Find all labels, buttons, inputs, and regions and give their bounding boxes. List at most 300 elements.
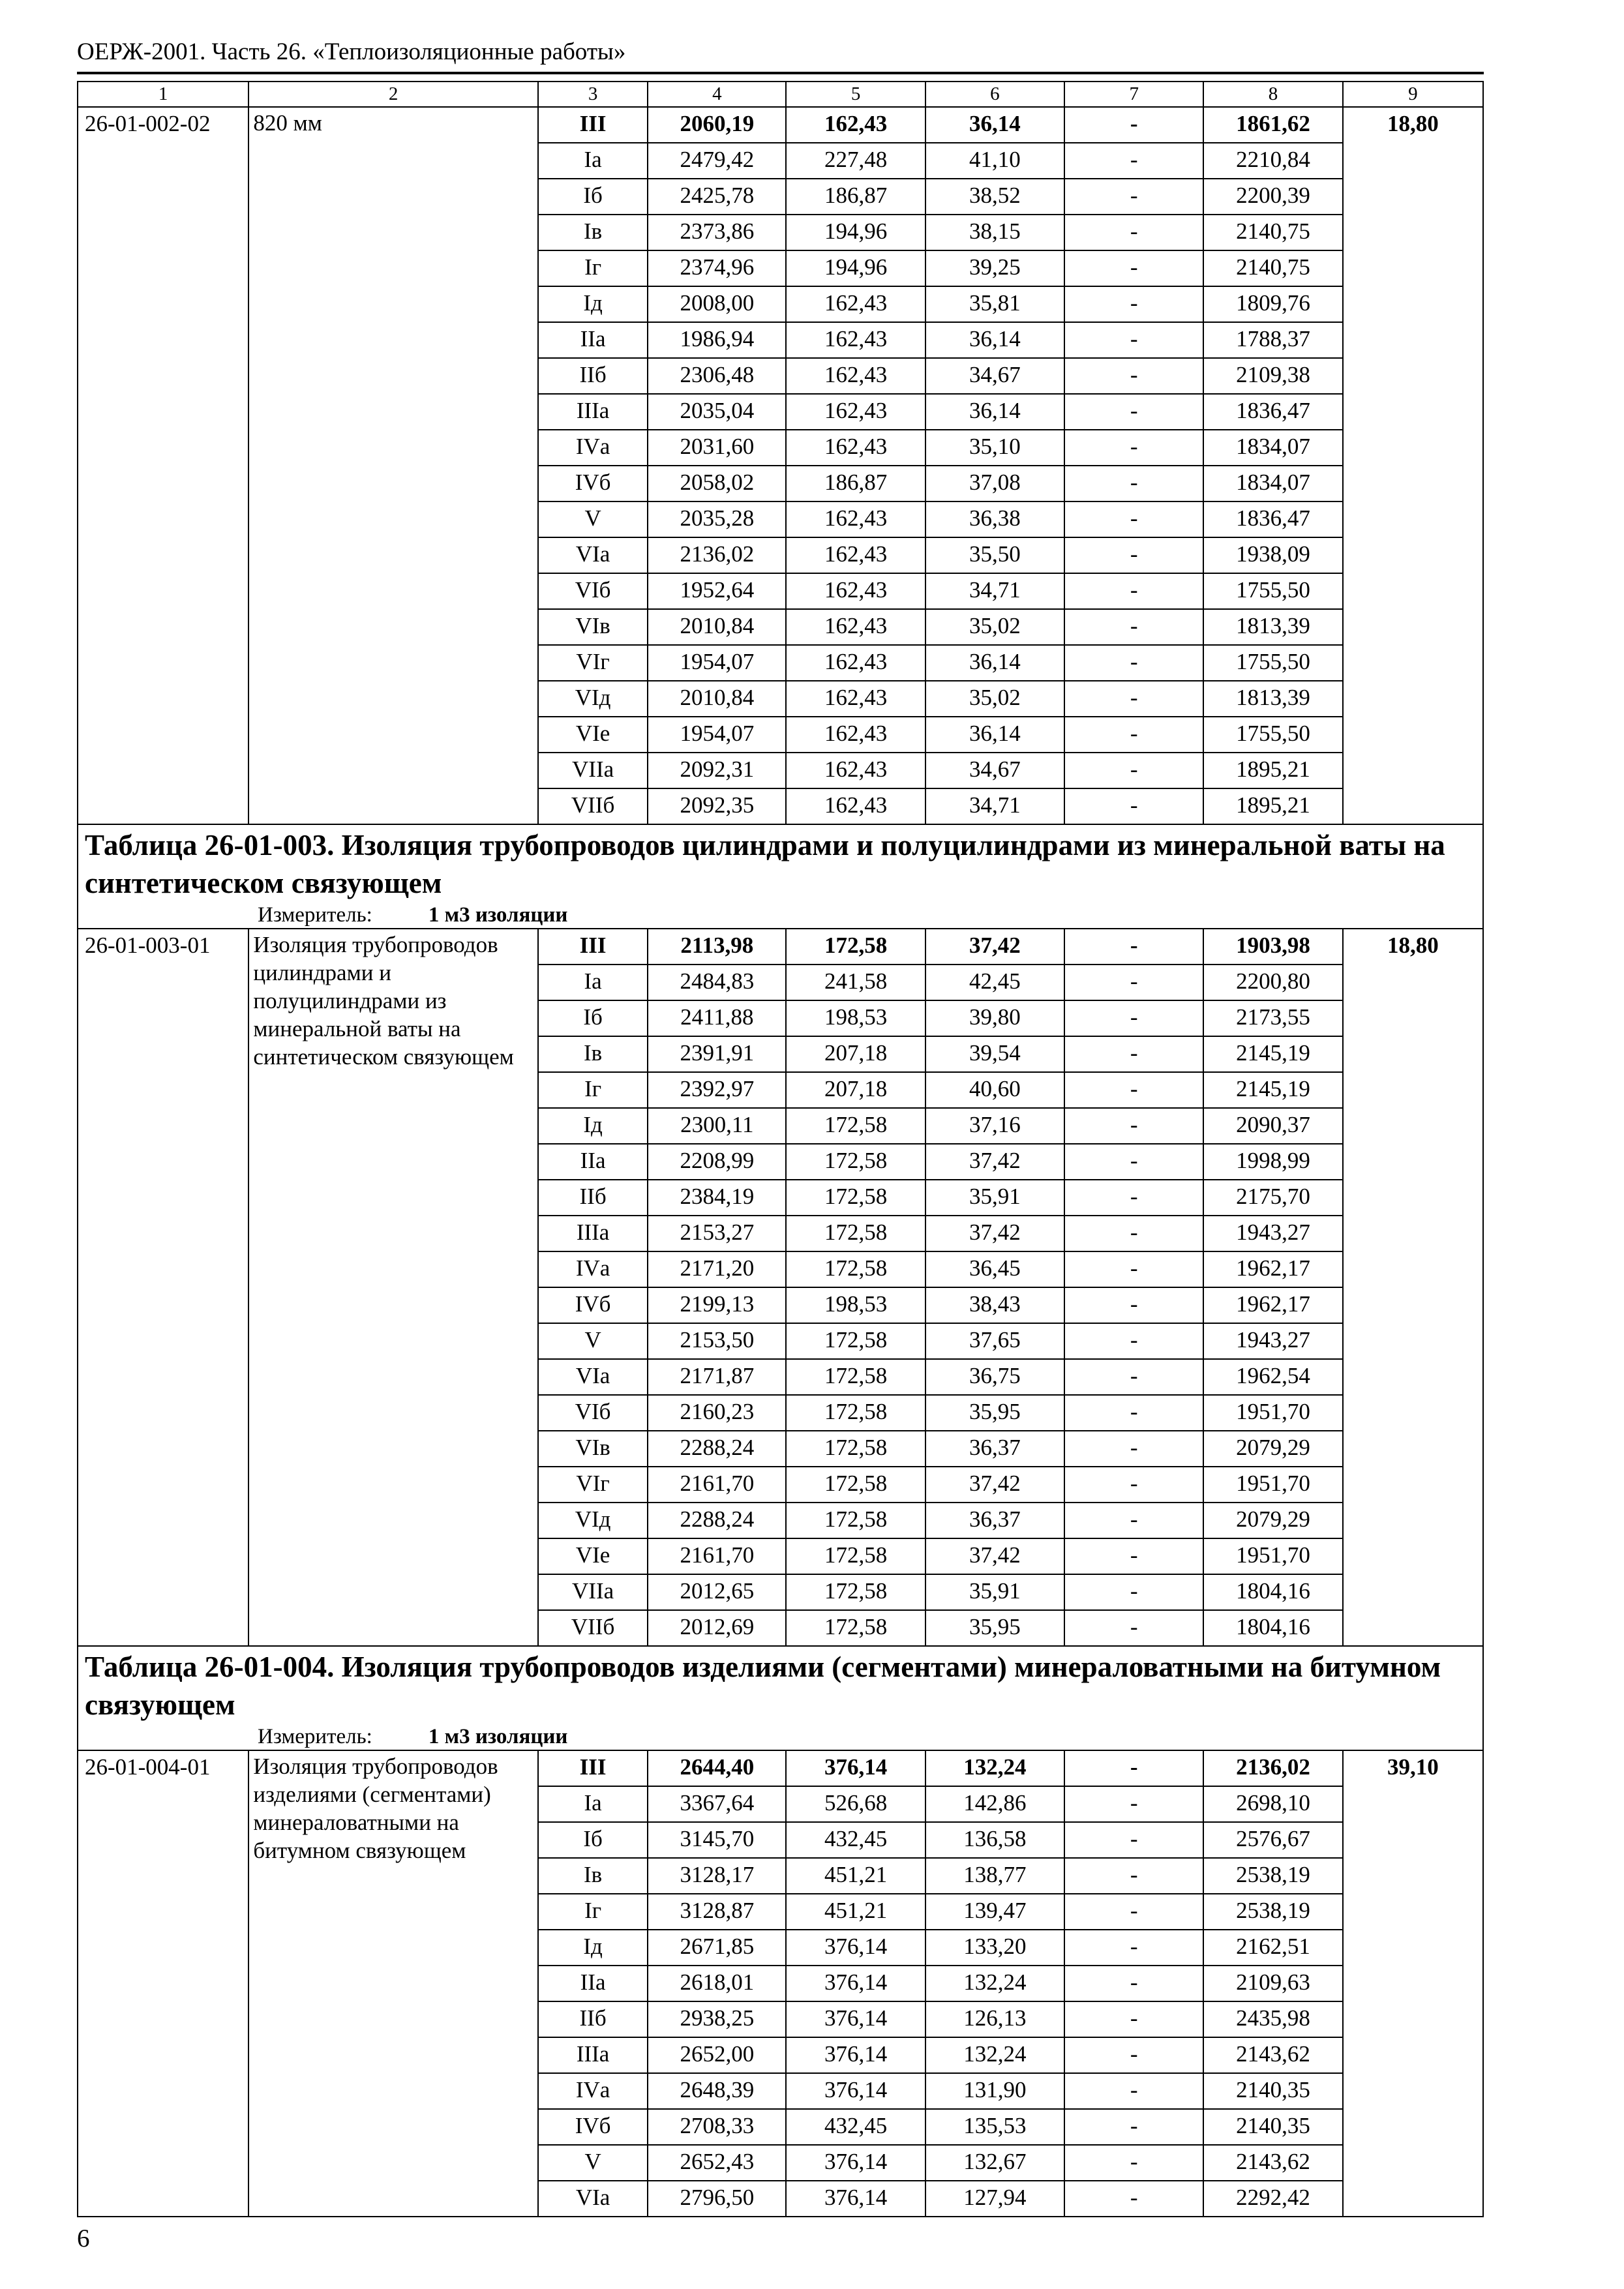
value-cell: 132,67 <box>925 2145 1064 2181</box>
value-cell: 3145,70 <box>648 1822 786 1858</box>
zone-cell: IVб <box>538 2109 648 2145</box>
page-number: 6 <box>77 2224 90 2252</box>
zone-cell: IVа <box>538 2073 648 2109</box>
value-cell: 40,60 <box>925 1072 1064 1108</box>
value-cell: 172,58 <box>786 1431 925 1467</box>
value-cell: 132,24 <box>925 2037 1064 2073</box>
table-body <box>78 82 1483 2217</box>
value-cell: 2171,20 <box>648 1251 786 1287</box>
value-cell: 139,47 <box>925 1894 1064 1930</box>
rate-code: 26-01-004-01 <box>78 1750 248 2217</box>
value-cell: 1895,21 <box>1203 788 1342 824</box>
zone-cell: IIа <box>538 1144 648 1180</box>
value-cell: 172,58 <box>786 1538 925 1574</box>
value-cell: - <box>1064 609 1203 645</box>
value-cell: 3128,87 <box>648 1894 786 1930</box>
value-cell: - <box>1064 1216 1203 1251</box>
zone-cell: Iг <box>538 1072 648 1108</box>
zone-cell: VIа <box>538 1359 648 1395</box>
value-cell: 2140,75 <box>1203 250 1342 286</box>
value-cell: 2145,19 <box>1203 1072 1342 1108</box>
unit-label: Измеритель: <box>258 903 372 927</box>
value-cell: 194,96 <box>786 215 925 250</box>
zone-cell: Iб <box>538 179 648 215</box>
value-cell: - <box>1064 1036 1203 1072</box>
value-cell: 2035,04 <box>648 394 786 430</box>
value-cell: 162,43 <box>786 501 925 537</box>
column-number: 3 <box>538 82 648 107</box>
value-cell: 186,87 <box>786 179 925 215</box>
value-cell: 2938,25 <box>648 2001 786 2037</box>
value-cell: 227,48 <box>786 143 925 179</box>
value-cell: 127,94 <box>925 2181 1064 2217</box>
section-header-row <box>78 1646 1483 1750</box>
value-cell: 1986,94 <box>648 322 786 358</box>
value-cell: 162,43 <box>786 788 925 824</box>
value-cell: 38,43 <box>925 1287 1064 1323</box>
value-cell: 172,58 <box>786 1216 925 1251</box>
value-cell: 1755,50 <box>1203 573 1342 609</box>
labor-cost: 18,80 <box>1343 929 1483 1646</box>
zone-cell: V <box>538 2145 648 2181</box>
value-cell: 2648,39 <box>648 2073 786 2109</box>
value-cell: 126,13 <box>925 2001 1064 2037</box>
value-cell: 1836,47 <box>1203 501 1342 537</box>
value-cell: 37,65 <box>925 1323 1064 1359</box>
value-cell: 162,43 <box>786 394 925 430</box>
zone-cell: IIIа <box>538 394 648 430</box>
value-cell: 2092,35 <box>648 788 786 824</box>
value-cell: 3128,17 <box>648 1858 786 1894</box>
value-cell: 39,54 <box>925 1036 1064 1072</box>
zone-cell: Iг <box>538 1894 648 1930</box>
value-cell: 37,16 <box>925 1108 1064 1144</box>
value-cell: 194,96 <box>786 250 925 286</box>
value-cell: 172,58 <box>786 1144 925 1180</box>
value-cell: 34,71 <box>925 788 1064 824</box>
value-cell: 36,14 <box>925 717 1064 753</box>
value-cell: 2411,88 <box>648 1000 786 1036</box>
value-cell: - <box>1064 2001 1203 2037</box>
value-cell: - <box>1064 788 1203 824</box>
rate-name: Изоляция трубопроводов изделиями (сегментами) минераловатными на битумном связующем <box>248 1750 538 2217</box>
value-cell: 2153,50 <box>648 1323 786 1359</box>
value-cell: 172,58 <box>786 1251 925 1287</box>
value-cell: 2060,19 <box>648 107 786 143</box>
zone-cell: Iг <box>538 250 648 286</box>
value-cell: 172,58 <box>786 1610 925 1646</box>
value-cell: 162,43 <box>786 107 925 143</box>
zone-cell: V <box>538 1323 648 1359</box>
value-cell: 2391,91 <box>648 1036 786 1072</box>
value-cell: - <box>1064 1822 1203 1858</box>
value-cell: - <box>1064 1574 1203 1610</box>
value-cell: - <box>1064 1395 1203 1431</box>
value-cell: - <box>1064 1431 1203 1467</box>
value-cell: 39,80 <box>925 1000 1064 1036</box>
value-cell: - <box>1064 1144 1203 1180</box>
value-cell: 2173,55 <box>1203 1000 1342 1036</box>
value-cell: 1951,70 <box>1203 1467 1342 1503</box>
value-cell: - <box>1064 107 1203 143</box>
value-cell: - <box>1064 2073 1203 2109</box>
value-cell: - <box>1064 1930 1203 1966</box>
zone-cell: IVа <box>538 430 648 466</box>
value-cell: 2079,29 <box>1203 1503 1342 1538</box>
zone-cell: Iб <box>538 1000 648 1036</box>
value-cell: 1943,27 <box>1203 1323 1342 1359</box>
table-row <box>78 929 1483 965</box>
rate-code: 26-01-002-02 <box>78 107 248 824</box>
value-cell: 138,77 <box>925 1858 1064 1894</box>
value-cell: - <box>1064 537 1203 573</box>
value-cell: 2384,19 <box>648 1180 786 1216</box>
value-cell: 2109,38 <box>1203 358 1342 394</box>
value-cell: - <box>1064 143 1203 179</box>
value-cell: 1951,70 <box>1203 1538 1342 1574</box>
value-cell: 2796,50 <box>648 2181 786 2217</box>
value-cell: 186,87 <box>786 466 925 501</box>
zone-cell: VIд <box>538 1503 648 1538</box>
value-cell: 172,58 <box>786 929 925 965</box>
value-cell: 376,14 <box>786 1966 925 2001</box>
value-cell: 2171,87 <box>648 1359 786 1395</box>
zone-cell: IVб <box>538 466 648 501</box>
value-cell: - <box>1064 1467 1203 1503</box>
value-cell: 2153,27 <box>648 1216 786 1251</box>
price-table <box>77 81 1484 2217</box>
zone-cell: Iв <box>538 1858 648 1894</box>
zone-cell: VIIа <box>538 1574 648 1610</box>
value-cell: - <box>1064 645 1203 681</box>
value-cell: 36,14 <box>925 394 1064 430</box>
value-cell: 2109,63 <box>1203 1966 1342 2001</box>
zone-cell: VIг <box>538 645 648 681</box>
value-cell: - <box>1064 179 1203 215</box>
value-cell: 432,45 <box>786 1822 925 1858</box>
value-cell: 376,14 <box>786 1750 925 1786</box>
zone-cell: IVа <box>538 1251 648 1287</box>
table-row <box>78 107 1483 143</box>
value-cell: 172,58 <box>786 1323 925 1359</box>
zone-cell: VIв <box>538 1431 648 1467</box>
value-cell: 1952,64 <box>648 573 786 609</box>
value-cell: 34,67 <box>925 753 1064 788</box>
value-cell: 1903,98 <box>1203 929 1342 965</box>
value-cell: 2199,13 <box>648 1287 786 1323</box>
value-cell: 1954,07 <box>648 717 786 753</box>
value-cell: 2576,67 <box>1203 1822 1342 1858</box>
value-cell: 162,43 <box>786 717 925 753</box>
value-cell: 2708,33 <box>648 2109 786 2145</box>
value-cell: 207,18 <box>786 1036 925 1072</box>
value-cell: 1951,70 <box>1203 1395 1342 1431</box>
value-cell: 376,14 <box>786 2181 925 2217</box>
zone-cell: V <box>538 501 648 537</box>
value-cell: 2208,99 <box>648 1144 786 1180</box>
value-cell: 2200,80 <box>1203 965 1342 1000</box>
value-cell: - <box>1064 394 1203 430</box>
value-cell: 1998,99 <box>1203 1144 1342 1180</box>
section-header <box>78 824 1483 929</box>
value-cell: 2306,48 <box>648 358 786 394</box>
unit-value: 1 м3 изоляции <box>428 1725 568 1748</box>
zone-cell: VIб <box>538 573 648 609</box>
column-number: 6 <box>925 82 1064 107</box>
zone-cell: VIв <box>538 609 648 645</box>
value-cell: 162,43 <box>786 537 925 573</box>
value-cell: - <box>1064 573 1203 609</box>
value-cell: - <box>1064 681 1203 717</box>
value-cell: 2162,51 <box>1203 1930 1342 1966</box>
value-cell: 142,86 <box>925 1786 1064 1822</box>
header-rule <box>77 72 1484 74</box>
value-cell: 172,58 <box>786 1359 925 1395</box>
column-number-row <box>78 82 1483 107</box>
value-cell: - <box>1064 1108 1203 1144</box>
value-cell: - <box>1064 358 1203 394</box>
value-cell: 2010,84 <box>648 609 786 645</box>
value-cell: 162,43 <box>786 645 925 681</box>
value-cell: 2425,78 <box>648 179 786 215</box>
value-cell: - <box>1064 2181 1203 2217</box>
value-cell: 2618,01 <box>648 1966 786 2001</box>
value-cell: 1834,07 <box>1203 466 1342 501</box>
value-cell: 2012,69 <box>648 1610 786 1646</box>
zone-cell: VIа <box>538 2181 648 2217</box>
zone-cell: Iв <box>538 1036 648 1072</box>
value-cell: 376,14 <box>786 2001 925 2037</box>
section-title: Таблица 26-01-003. Изоляция трубопроводов цилиндрами и полуцилиндрами из минеральной ваты на синтетическом связующем <box>85 829 1445 899</box>
value-cell: 207,18 <box>786 1072 925 1108</box>
value-cell: 1813,39 <box>1203 681 1342 717</box>
value-cell: 2140,35 <box>1203 2109 1342 2145</box>
value-cell: 451,21 <box>786 1894 925 1930</box>
value-cell: 37,42 <box>925 1467 1064 1503</box>
labor-cost: 39,10 <box>1343 1750 1483 2217</box>
value-cell: 526,68 <box>786 1786 925 1822</box>
value-cell: 2484,83 <box>648 965 786 1000</box>
zone-cell: Iб <box>538 1822 648 1858</box>
value-cell: 162,43 <box>786 358 925 394</box>
value-cell: 2090,37 <box>1203 1108 1342 1144</box>
section-header <box>78 1646 1483 1750</box>
value-cell: 36,37 <box>925 1431 1064 1467</box>
value-cell: 2435,98 <box>1203 2001 1342 2037</box>
value-cell: 36,45 <box>925 1251 1064 1287</box>
value-cell: 241,58 <box>786 965 925 1000</box>
value-cell: 376,14 <box>786 2073 925 2109</box>
value-cell: 2031,60 <box>648 430 786 466</box>
value-cell: 2374,96 <box>648 250 786 286</box>
column-number: 5 <box>786 82 925 107</box>
zone-cell: IIа <box>538 322 648 358</box>
value-cell: 162,43 <box>786 753 925 788</box>
value-cell: 172,58 <box>786 1108 925 1144</box>
value-cell: 162,43 <box>786 681 925 717</box>
section-header-row <box>78 824 1483 929</box>
value-cell: 172,58 <box>786 1503 925 1538</box>
value-cell: 2644,40 <box>648 1750 786 1786</box>
value-cell: - <box>1064 1750 1203 1786</box>
zone-cell: IIIа <box>538 1216 648 1251</box>
value-cell: 2652,43 <box>648 2145 786 2181</box>
unit-label: Измеритель: <box>258 1725 372 1748</box>
value-cell: 376,14 <box>786 1930 925 1966</box>
value-cell: 162,43 <box>786 609 925 645</box>
value-cell: 2392,97 <box>648 1072 786 1108</box>
zone-cell: III <box>538 107 648 143</box>
value-cell: 1861,62 <box>1203 107 1342 143</box>
value-cell: 38,52 <box>925 179 1064 215</box>
value-cell: 2288,24 <box>648 1431 786 1467</box>
zone-cell: Iд <box>538 1930 648 1966</box>
value-cell: 1938,09 <box>1203 537 1342 573</box>
value-cell: 2373,86 <box>648 215 786 250</box>
value-cell: 376,14 <box>786 2037 925 2073</box>
zone-cell: Iа <box>538 965 648 1000</box>
zone-cell: IIIа <box>538 2037 648 2073</box>
value-cell: - <box>1064 1503 1203 1538</box>
value-cell: 2175,70 <box>1203 1180 1342 1216</box>
value-cell: 2210,84 <box>1203 143 1342 179</box>
value-cell: 1943,27 <box>1203 1216 1342 1251</box>
zone-cell: VIа <box>538 537 648 573</box>
value-cell: 35,91 <box>925 1574 1064 1610</box>
value-cell: 37,08 <box>925 466 1064 501</box>
value-cell: 1804,16 <box>1203 1574 1342 1610</box>
value-cell: 2288,24 <box>648 1503 786 1538</box>
value-cell: 2161,70 <box>648 1467 786 1503</box>
column-number: 9 <box>1343 82 1483 107</box>
value-cell: 1755,50 <box>1203 717 1342 753</box>
value-cell: 2145,19 <box>1203 1036 1342 1072</box>
zone-cell: IIа <box>538 1966 648 2001</box>
value-cell: 35,95 <box>925 1395 1064 1431</box>
value-cell: 172,58 <box>786 1467 925 1503</box>
zone-cell: Iв <box>538 215 648 250</box>
value-cell: 2010,84 <box>648 681 786 717</box>
value-cell: - <box>1064 2109 1203 2145</box>
value-cell: - <box>1064 2037 1203 2073</box>
value-cell: 135,53 <box>925 2109 1064 2145</box>
value-cell: 2538,19 <box>1203 1894 1342 1930</box>
value-cell: - <box>1064 753 1203 788</box>
zone-cell: VIIб <box>538 788 648 824</box>
value-cell: 2300,11 <box>648 1108 786 1144</box>
value-cell: 36,14 <box>925 645 1064 681</box>
value-cell: 34,67 <box>925 358 1064 394</box>
value-cell: 2079,29 <box>1203 1431 1342 1467</box>
value-cell: - <box>1064 1858 1203 1894</box>
value-cell: - <box>1064 929 1203 965</box>
value-cell: 37,42 <box>925 929 1064 965</box>
value-cell: 36,75 <box>925 1359 1064 1395</box>
value-cell: 132,24 <box>925 1750 1064 1786</box>
value-cell: - <box>1064 1000 1203 1036</box>
value-cell: - <box>1064 286 1203 322</box>
rate-name: 820 мм <box>248 107 538 824</box>
value-cell: 162,43 <box>786 430 925 466</box>
unit-line <box>85 1724 1476 1750</box>
value-cell: - <box>1064 1894 1203 1930</box>
value-cell: - <box>1064 1786 1203 1822</box>
value-cell: 2136,02 <box>648 537 786 573</box>
value-cell: - <box>1064 2145 1203 2181</box>
value-cell: 35,02 <box>925 609 1064 645</box>
value-cell: 36,38 <box>925 501 1064 537</box>
value-cell: 35,50 <box>925 537 1064 573</box>
zone-cell: Iа <box>538 143 648 179</box>
rate-name: Изоляция трубопроводов цилиндрами и полуцилиндрами из минеральной ваты на синтетическом связующем <box>248 929 538 1646</box>
value-cell: 35,02 <box>925 681 1064 717</box>
value-cell: 198,53 <box>786 1287 925 1323</box>
value-cell: 37,42 <box>925 1538 1064 1574</box>
value-cell: 2008,00 <box>648 286 786 322</box>
value-cell: 36,37 <box>925 1503 1064 1538</box>
zone-cell: IIб <box>538 358 648 394</box>
value-cell: 2136,02 <box>1203 1750 1342 1786</box>
value-cell: 1962,17 <box>1203 1287 1342 1323</box>
value-cell: 38,15 <box>925 215 1064 250</box>
value-cell: 198,53 <box>786 1000 925 1036</box>
value-cell: 432,45 <box>786 2109 925 2145</box>
zone-cell: VIе <box>538 717 648 753</box>
value-cell: 133,20 <box>925 1930 1064 1966</box>
value-cell: - <box>1064 717 1203 753</box>
value-cell: - <box>1064 1359 1203 1395</box>
value-cell: - <box>1064 1610 1203 1646</box>
value-cell: - <box>1064 322 1203 358</box>
value-cell: 1895,21 <box>1203 753 1342 788</box>
value-cell: 1755,50 <box>1203 645 1342 681</box>
value-cell: 162,43 <box>786 286 925 322</box>
zone-cell: III <box>538 1750 648 1786</box>
zone-cell: IIб <box>538 2001 648 2037</box>
value-cell: 136,58 <box>925 1822 1064 1858</box>
value-cell: 131,90 <box>925 2073 1064 2109</box>
value-cell: 1962,54 <box>1203 1359 1342 1395</box>
value-cell: - <box>1064 430 1203 466</box>
value-cell: 2161,70 <box>648 1538 786 1574</box>
value-cell: 42,45 <box>925 965 1064 1000</box>
value-cell: 2698,10 <box>1203 1786 1342 1822</box>
value-cell: 37,42 <box>925 1144 1064 1180</box>
value-cell: 39,25 <box>925 250 1064 286</box>
value-cell: - <box>1064 215 1203 250</box>
column-number: 1 <box>78 82 248 107</box>
value-cell: 172,58 <box>786 1395 925 1431</box>
value-cell: 2012,65 <box>648 1574 786 1610</box>
value-cell: 1788,37 <box>1203 322 1342 358</box>
value-cell: - <box>1064 1287 1203 1323</box>
value-cell: 36,14 <box>925 107 1064 143</box>
zone-cell: Iд <box>538 1108 648 1144</box>
zone-cell: Iа <box>538 1786 648 1822</box>
value-cell: 2652,00 <box>648 2037 786 2073</box>
value-cell: - <box>1064 1538 1203 1574</box>
value-cell: 35,81 <box>925 286 1064 322</box>
value-cell: 451,21 <box>786 1858 925 1894</box>
value-cell: 35,10 <box>925 430 1064 466</box>
zone-cell: IVб <box>538 1287 648 1323</box>
zone-cell: VIе <box>538 1538 648 1574</box>
value-cell: 2092,31 <box>648 753 786 788</box>
value-cell: 2479,42 <box>648 143 786 179</box>
value-cell: 1813,39 <box>1203 609 1342 645</box>
value-cell: - <box>1064 466 1203 501</box>
page-header: ОЕРЖ-2001. Часть 26. «Теплоизоляционные работы» <box>77 38 626 65</box>
